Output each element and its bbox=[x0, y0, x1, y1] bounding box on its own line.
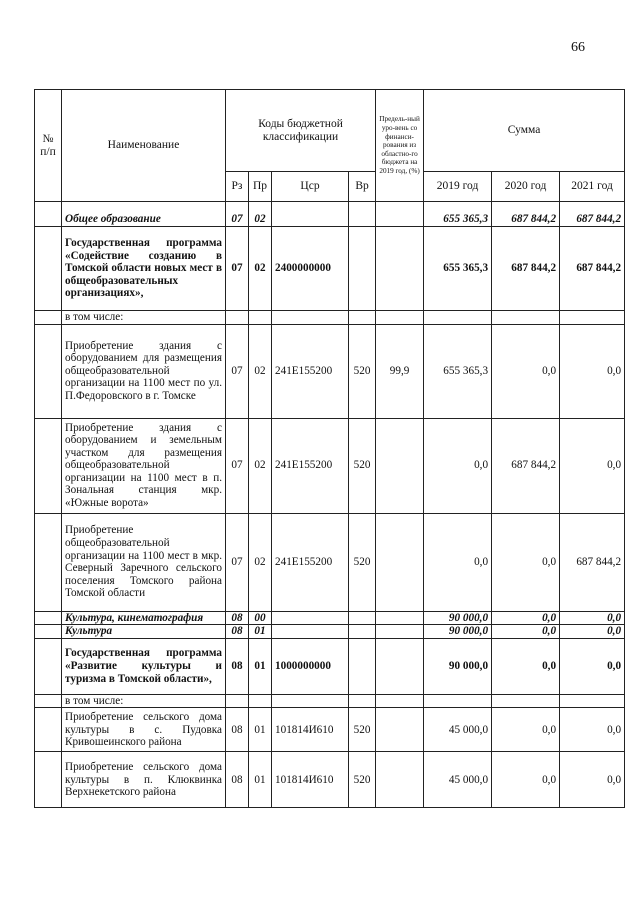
header-pr: Пр bbox=[249, 172, 272, 202]
table-row: Приобретение сельского дома культуры в п. Клюквинка Верхнекетского района 08 01 101814И610 520 45 000,0 0,0 0,0 bbox=[35, 752, 625, 808]
header-number: № п/п bbox=[35, 90, 62, 202]
table-row bbox=[35, 694, 625, 708]
row-name: Приобретение сельского дома культуры в п. Клюквинка Верхнекетского района bbox=[62, 752, 226, 808]
row-name: Культура, кинематография bbox=[62, 611, 226, 625]
header-name: Наименование bbox=[62, 90, 226, 202]
header-2020: 2020 год bbox=[492, 172, 560, 202]
budget-table bbox=[34, 89, 625, 808]
row-name: в том числе: bbox=[62, 694, 226, 708]
row-name: в том числе: bbox=[62, 311, 226, 325]
header-csr: Цср bbox=[272, 172, 349, 202]
row-name: Приобретение общеобразовательной организации на 1100 мест в мкр. Северный Заречного сельского поселения Томского района Томской области bbox=[62, 513, 226, 611]
row-name: Приобретение сельского дома культуры в с. Пудовка Кривошеинского района bbox=[62, 708, 226, 752]
row-name: Приобретение здания с оборудованием для размещения общеобразовательной организации на 1100 мест по ул. П.Федоровского в г. Томске bbox=[62, 324, 226, 418]
table-row: Приобретение сельского дома культуры в с. Пудовка Кривошеинского района 08 01 101814И610 520 45 000,0 0,0 0,0 bbox=[35, 708, 625, 752]
table-row: Культура, кинематография 08 00 90 000,0 0,0 0,0 bbox=[35, 611, 625, 625]
row-name: Государственная программа «Содействие созданию в Томской области новых мест в общеобразовательных организациях», bbox=[62, 227, 226, 311]
header-cofinancing-level: Предель-ный уро-вень со финанси-рования из областно-го бюджета на 2019 год, (%) bbox=[376, 90, 424, 202]
header-sum: Сумма bbox=[424, 90, 625, 172]
header-rz: Рз bbox=[226, 172, 249, 202]
header-budget-codes: Коды бюджетной классификации bbox=[226, 90, 376, 172]
table-row bbox=[35, 311, 625, 325]
table-row: Приобретение общеобразовательной организации на 1100 мест в мкр. Северный Заречного сельского поселения Томского района Томской области 07 02 241E155200 520 0,0 0,0 687 844,2 bbox=[35, 513, 625, 611]
row-name: Государственная программа «Развитие культуры и туризма в Томской области», bbox=[62, 638, 226, 694]
header-2021: 2021 год bbox=[560, 172, 625, 202]
table-row: Государственная программа «Развитие культуры и туризма в Томской области», 08 01 1000000000 90 000,0 0,0 0,0 bbox=[35, 638, 625, 694]
row-name: Приобретение здания с оборудованием и земельным участком для размещения общеобразовательной организации на 1100 мест в п. Зональная станция мкр. «Южные ворота» bbox=[62, 418, 226, 513]
table-row: Общее образование 07 02 655 365,3 687 844,2 687 844,2 bbox=[35, 202, 625, 227]
header-2019: 2019 год bbox=[424, 172, 492, 202]
page-number: 66 bbox=[571, 40, 585, 55]
row-name: Культура bbox=[62, 625, 226, 639]
table-row: Приобретение здания с оборудованием и земельным участком для размещения общеобразовательной организации на 1100 мест в п. Зональная станция мкр. «Южные ворота» 07 02 241E155200 520 0,0 687 844,2 0,0 bbox=[35, 418, 625, 513]
row-name: Общее образование bbox=[62, 202, 226, 227]
header-vr: Вр bbox=[349, 172, 376, 202]
table-row: Приобретение здания с оборудованием для размещения общеобразовательной организации на 1100 мест по ул. П.Федоровского в г. Томске 07 02 241E155200 520 99,9 655 365,3 0,0 0,0 bbox=[35, 324, 625, 418]
table-row: Государственная программа «Содействие созданию в Томской области новых мест в общеобразовательных организациях», 07 02 2400000000 655 365,3 687 844,2 687 844,2 bbox=[35, 227, 625, 311]
table-row: Культура 08 01 90 000,0 0,0 0,0 bbox=[35, 625, 625, 639]
